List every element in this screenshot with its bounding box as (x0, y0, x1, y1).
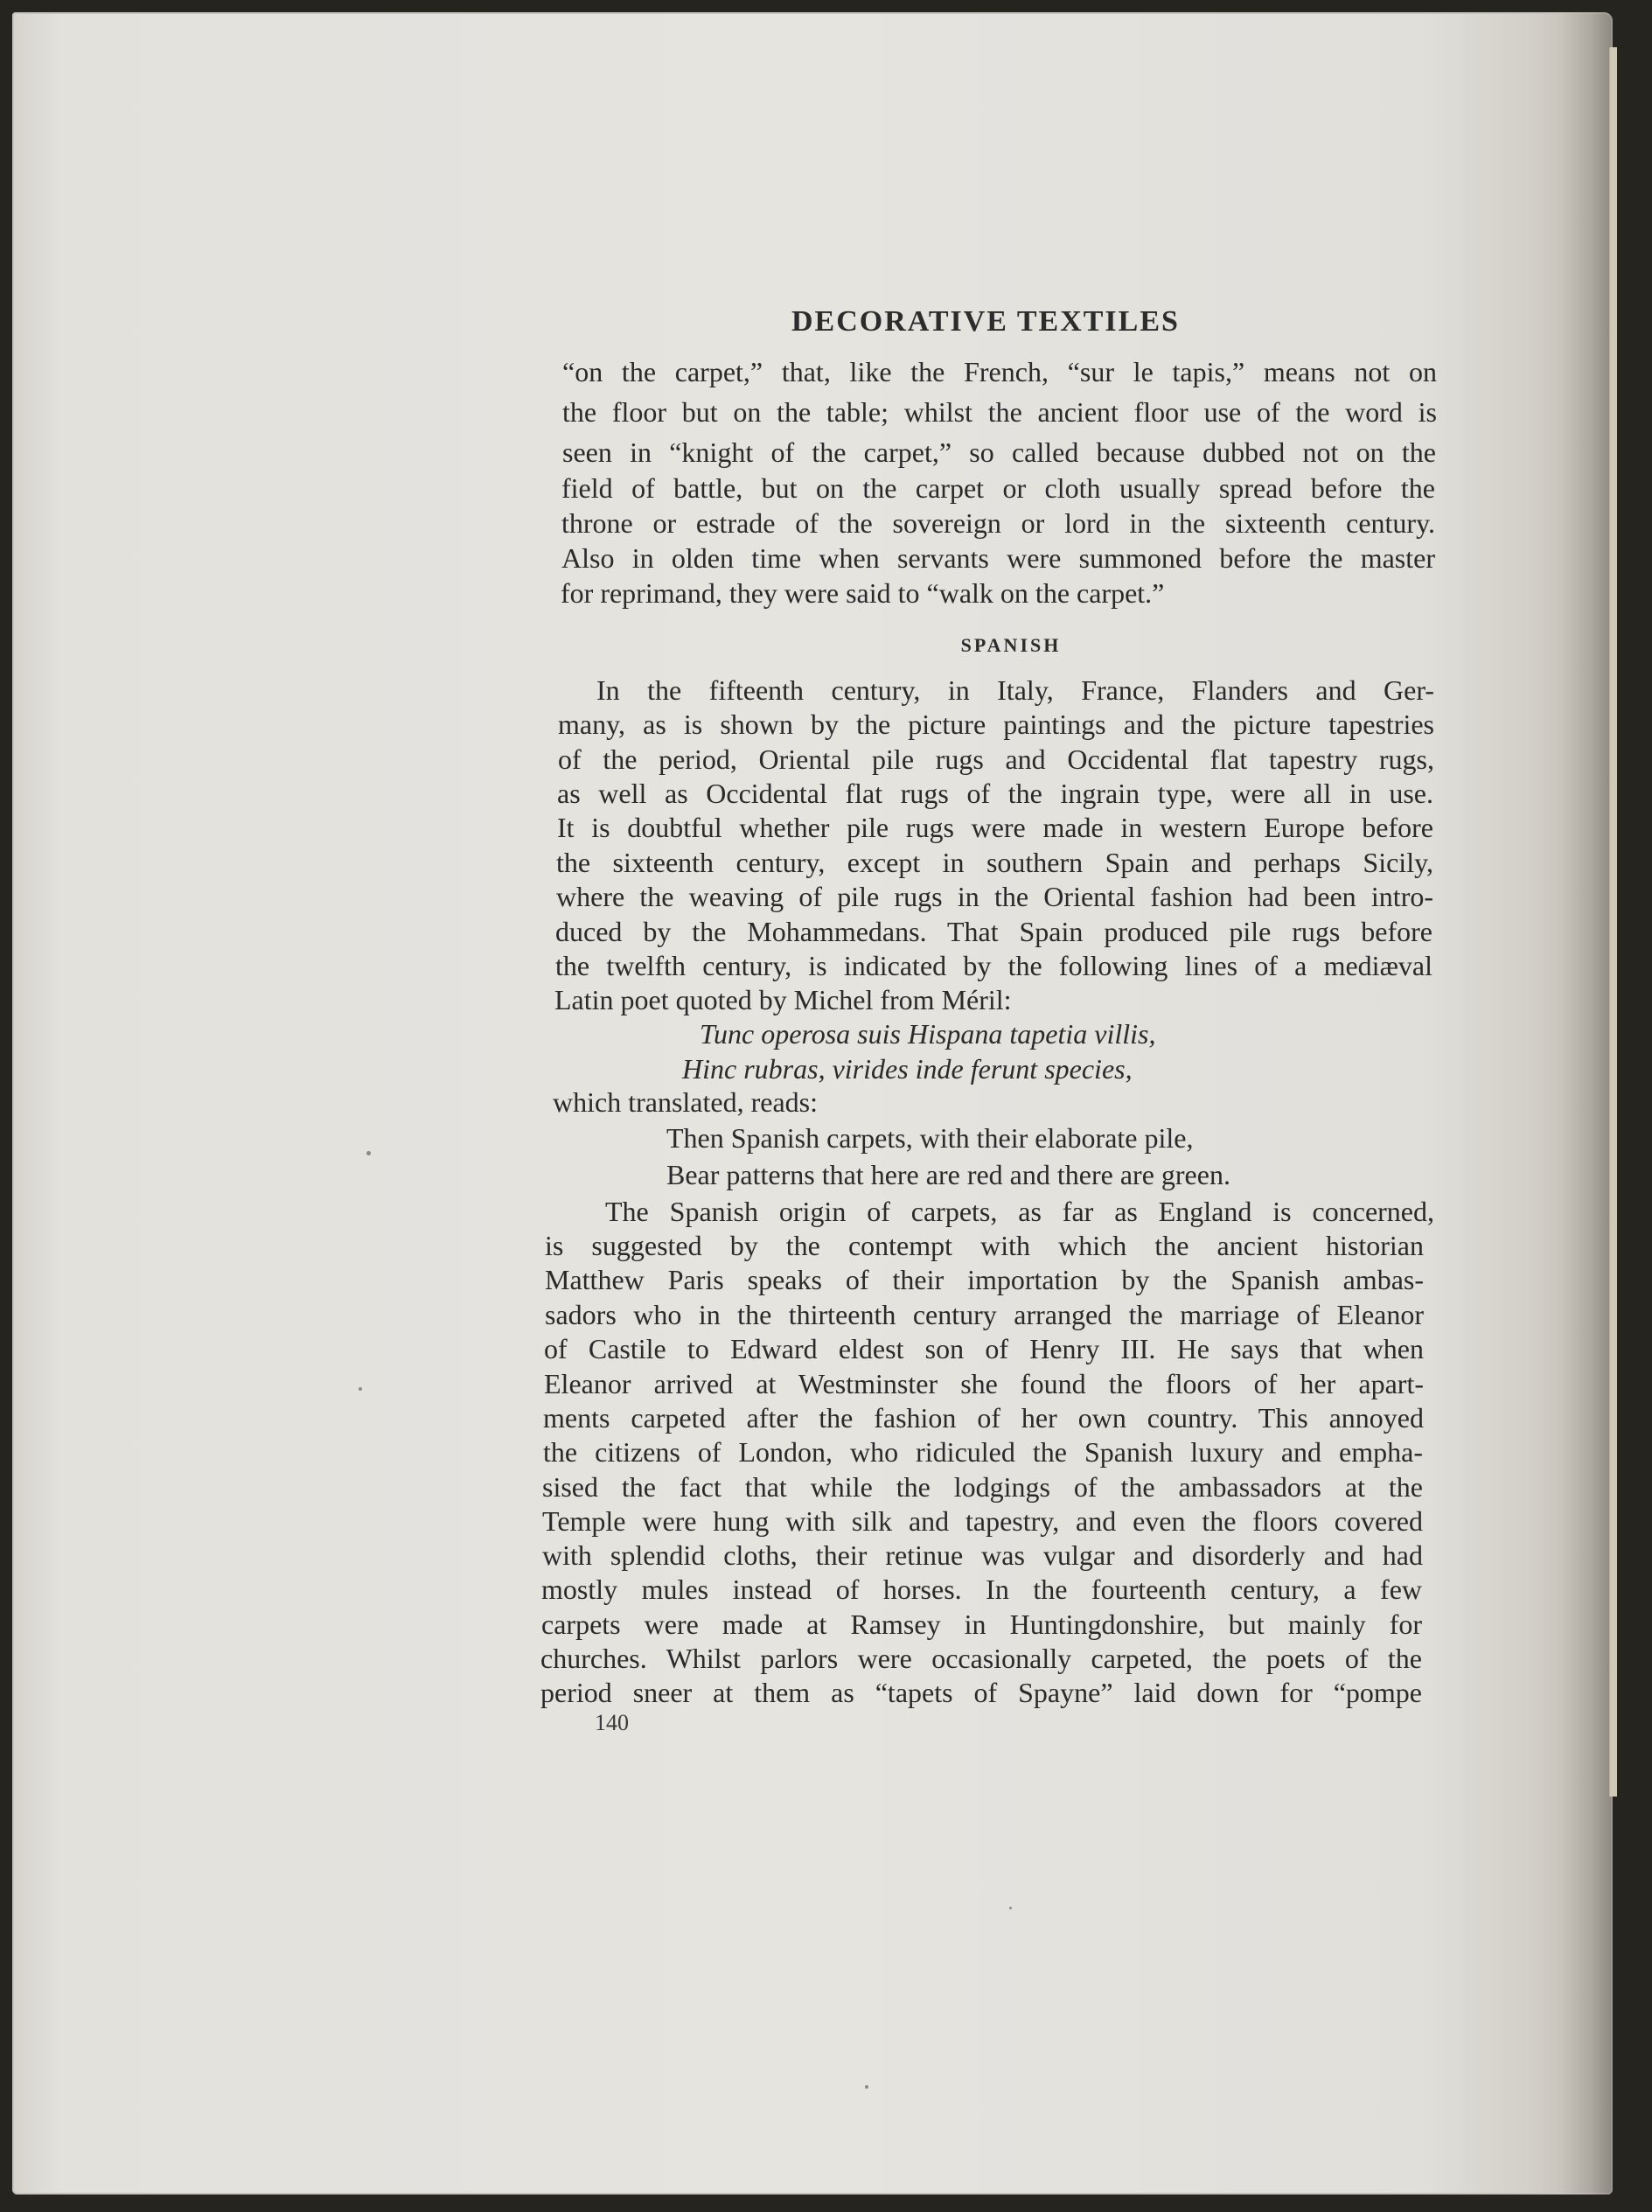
text-line: Also in olden time when servants were summoned before the master (561, 542, 1435, 574)
text-line: mostly mules instead of horses. In the fourteenth century, a few (541, 1574, 1422, 1605)
english-verse-line: Then Spanish carpets, with their elaborate pile, (666, 1122, 1194, 1154)
running-head: DECORATIVE TEXTILES (791, 305, 1180, 338)
text-line: is suggested by the contempt with which the ancient historian (545, 1230, 1424, 1261)
text-line: the floor but on the table; whilst the ancient floor use of the word is (562, 396, 1437, 428)
text-line: Latin poet quoted by Michel from Méril: (554, 984, 1012, 1015)
text-line: sadors who in the thirteenth century arranged the marriage of Eleanor (545, 1299, 1424, 1330)
latin-verse-line: Hinc rubras, virides inde ferunt species, (682, 1053, 1133, 1085)
text-line: as well as Occidental flat rugs of the ingrain type, were all in use. (557, 778, 1433, 809)
text-line: the sixteenth century, except in southern Spain and perhaps Sicily, (556, 847, 1433, 878)
text-line: where the weaving of pile rugs in the Oriental fashion had been intro- (556, 881, 1433, 912)
section-heading: SPANISH (960, 634, 1062, 656)
text-line: It is doubtful whether pile rugs were made in western Europe before (557, 812, 1433, 843)
text-line: of Castile to Edward eldest son of Henry III. He says that when (544, 1333, 1424, 1364)
text-line: The Spanish origin of carpets, as far as England is concerned, (605, 1196, 1434, 1227)
text-line: period sneer at them as “tapets of Spayne” laid down for “pompe (540, 1677, 1422, 1708)
text-line: of the period, Oriental pile rugs and Occidental flat tapestry rugs, (558, 743, 1434, 775)
page-number: 140 (595, 1710, 629, 1735)
text-line: Matthew Paris speaks of their importation by the Spanish ambas- (545, 1264, 1424, 1295)
text-line: field of battle, but on the carpet or cloth usually spread before the (561, 472, 1435, 504)
text-line: seen in “knight of the carpet,” so called because dubbed not on the (562, 436, 1436, 468)
text-line: carpets were made at Ramsey in Huntingdonshire, but mainly for (541, 1608, 1422, 1640)
text-line: the citizens of London, who ridiculed the Spanish luxury and empha- (543, 1436, 1423, 1468)
text-line: with splendid cloths, their retinue was vulgar and disorderly and had (542, 1539, 1423, 1571)
text-line: duced by the Mohammedans. That Spain produced pile rugs before (555, 916, 1432, 947)
text-line: for reprimand, they were said to “walk on the carpet.” (561, 577, 1165, 609)
text-line: “on the carpet,” that, like the French, “sur le tapis,” means not on (562, 356, 1437, 387)
latin-verse-line: Tunc operosa suis Hispana tapetia villis, (700, 1018, 1156, 1050)
text-line: many, as is shown by the picture paintings and the picture tapestries (558, 708, 1434, 740)
text-line: sised the fact that while the lodgings of the ambassadors at the (542, 1471, 1423, 1503)
text-line: which translated, reads: (553, 1086, 818, 1118)
english-verse-line: Bear patterns that here are red and there are green. (666, 1159, 1230, 1190)
text-line: Temple were hung with silk and tapestry, and even the floors covered (542, 1505, 1423, 1537)
text-line: In the fifteenth century, in Italy, France, Flanders and Ger- (596, 674, 1434, 706)
text-line: ments carpeted after the fashion of her own country. This annoyed (543, 1402, 1424, 1434)
text-line: throne or estrade of the sovereign or lord in the sixteenth century. (561, 507, 1435, 539)
text-line: Eleanor arrived at Westminster she found the floors of her apart- (544, 1368, 1424, 1399)
text-line: churches. Whilst parlors were occasionally carpeted, the poets of the (540, 1643, 1422, 1674)
text-line: the twelfth century, is indicated by the following lines of a mediæval (555, 950, 1432, 981)
